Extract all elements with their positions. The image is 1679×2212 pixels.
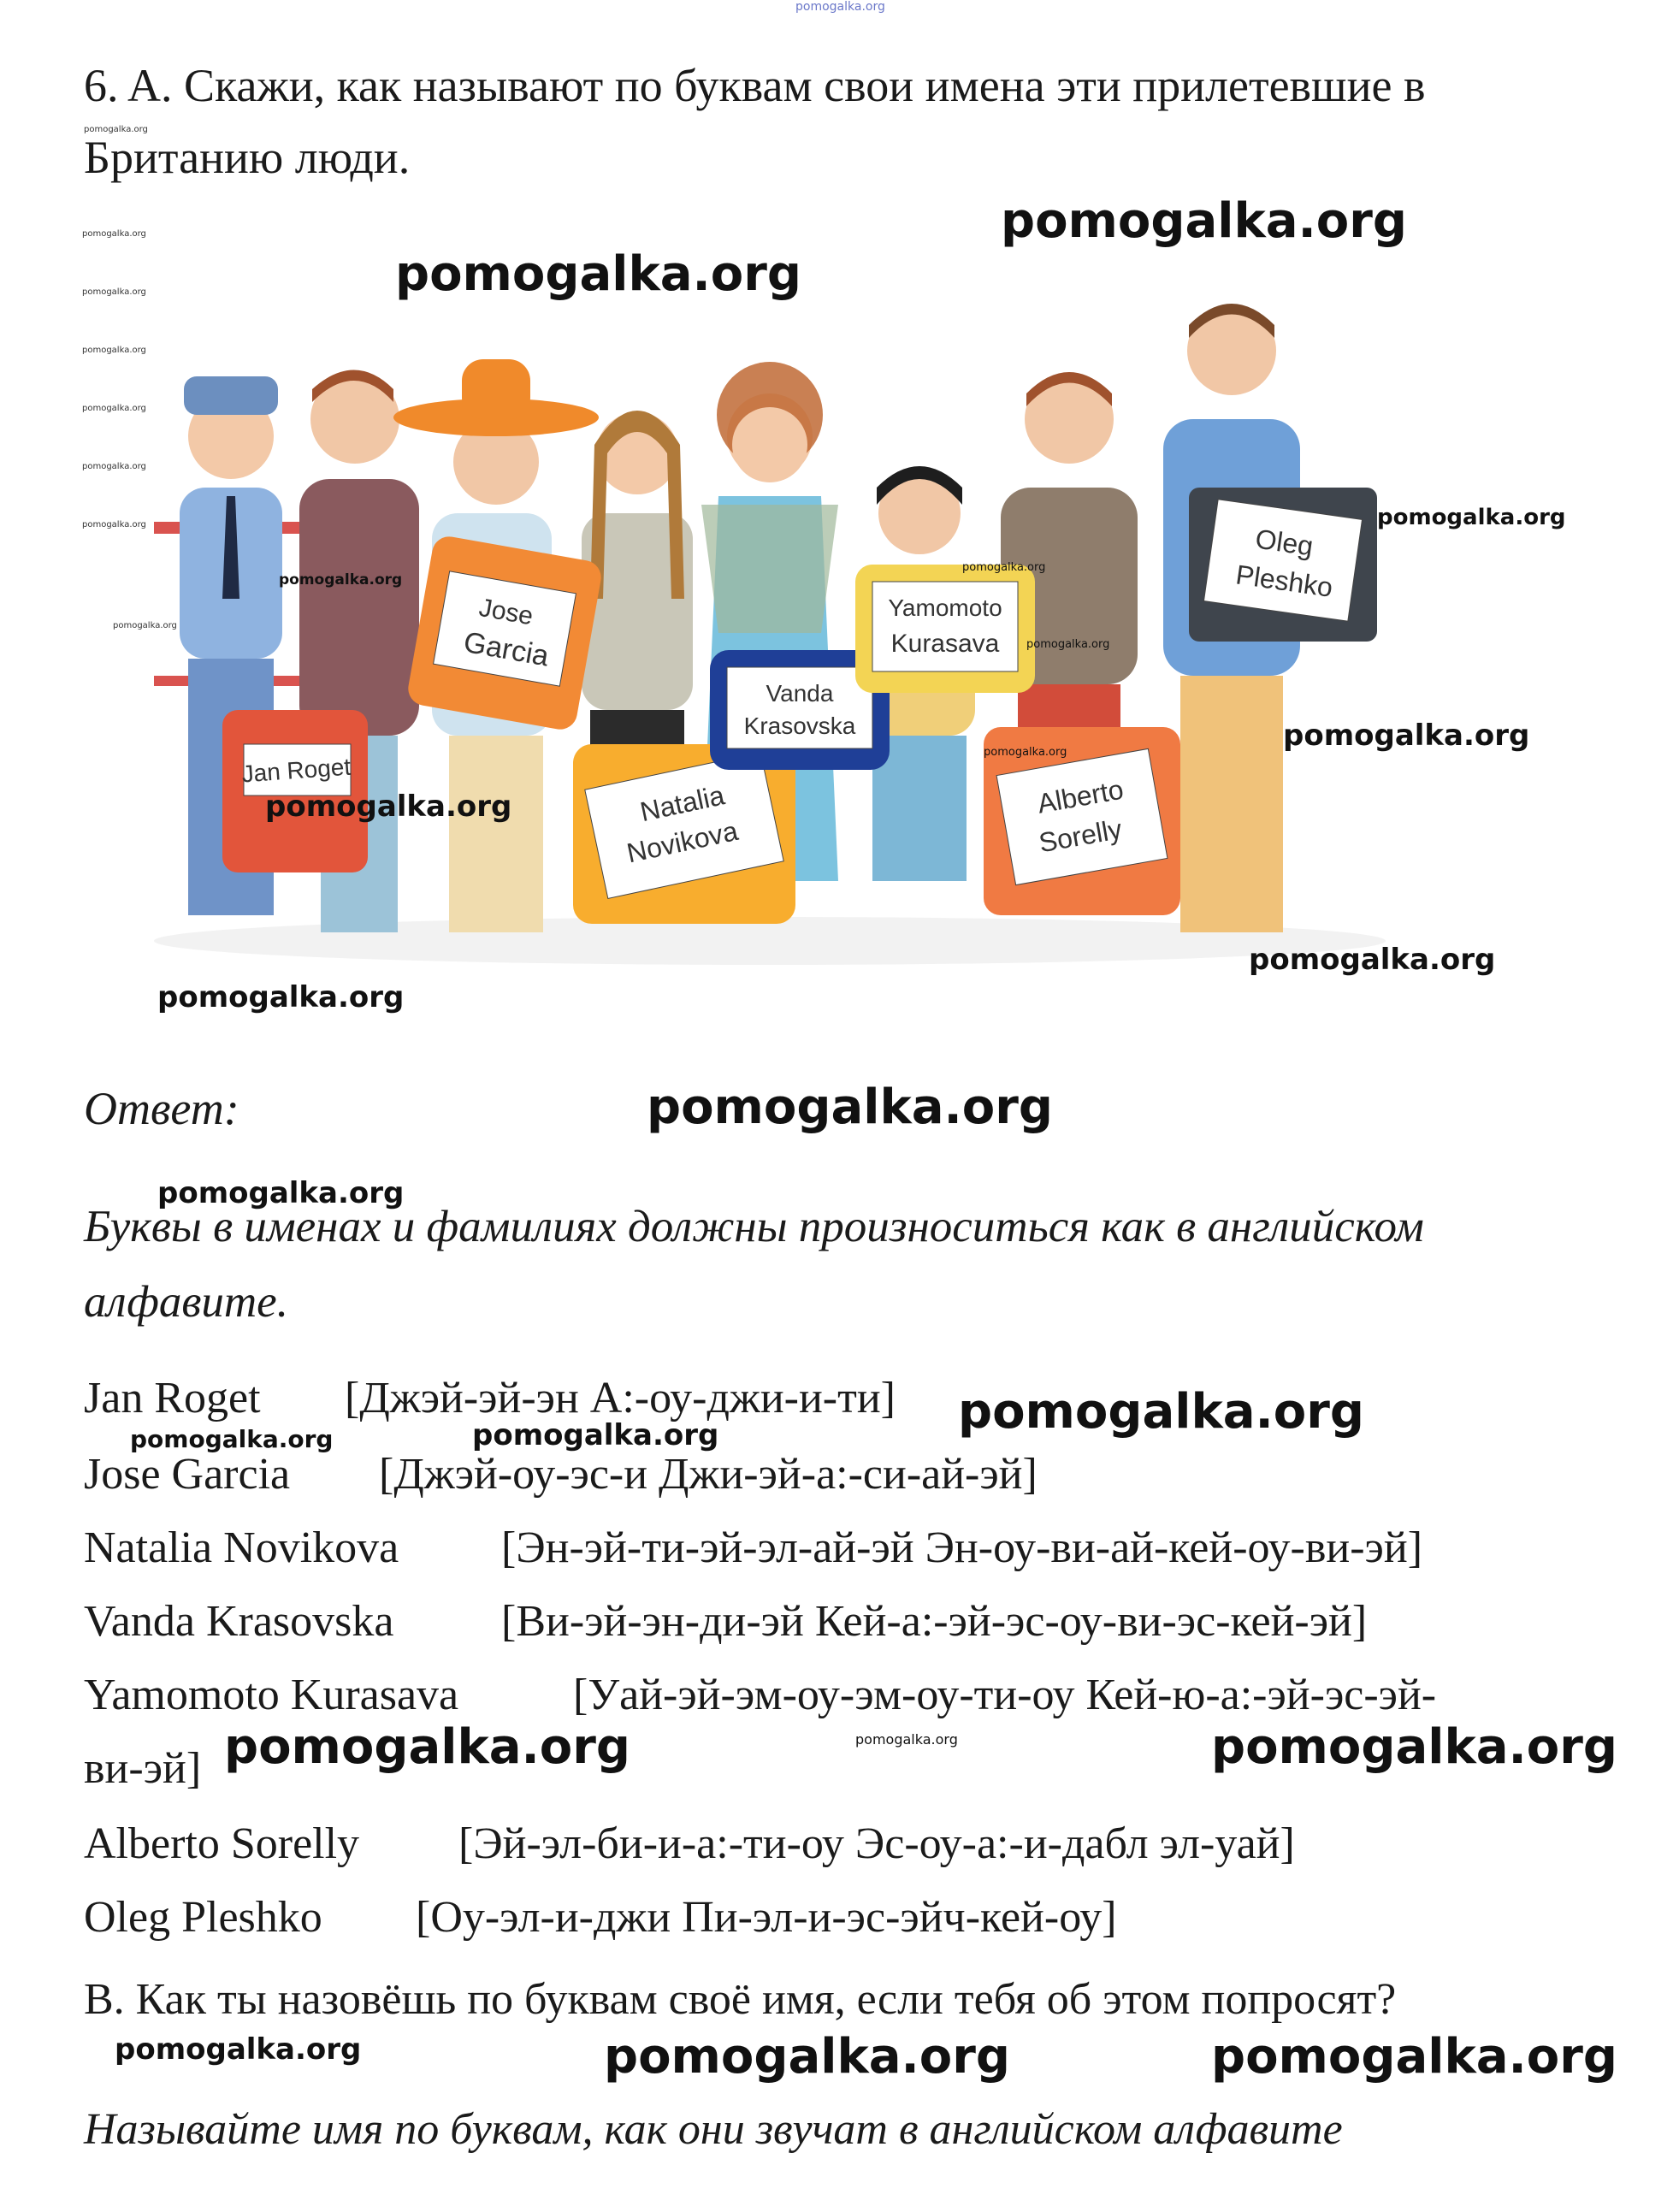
task-heading: 6. A. Скажи, как называют по буквам свои имена эти прилетевшие в Британию люди. xyxy=(84,60,1426,183)
watermark: pomogalka.org xyxy=(115,2032,362,2067)
spelling-row xyxy=(84,1670,1437,1720)
watermark: pomogalka.org xyxy=(279,571,403,588)
watermark: pomogalka.org xyxy=(84,125,148,134)
person-name: Natalia Novikova xyxy=(84,1523,399,1572)
bag-oleg-pleshko xyxy=(1189,488,1377,642)
watermark: pomogalka.org xyxy=(1249,943,1496,977)
svg-text:Krasovska: Krasovska xyxy=(743,713,856,739)
suitcase-natalia-novikova xyxy=(573,744,795,924)
svg-text:Pleshko: Pleshko xyxy=(1233,559,1335,603)
person-name: Oleg Pleshko xyxy=(84,1893,322,1942)
spelling-row xyxy=(84,1373,896,1423)
person-name: Alberto Sorelly xyxy=(84,1819,360,1868)
svg-text:Vanda: Vanda xyxy=(766,680,834,707)
spelling-text: [Эн-эй-ти-эй-эл-ай-эй Эн-оу-ви-ай-кей-оу-ви-эй] xyxy=(501,1523,1423,1572)
svg-text:Oleg: Oleg xyxy=(1253,523,1315,562)
watermark: pomogalka.org xyxy=(1283,719,1530,753)
watermark: pomogalka.org xyxy=(395,246,801,302)
suitcase-yamomoto-kurasava xyxy=(855,565,1035,693)
svg-text:Alberto: Alberto xyxy=(1035,773,1126,819)
watermark: pomogalka.org xyxy=(962,561,1046,574)
spelling-text: [Джэй-оу-эс-и Джи-эй-а:-си-ай-эй] xyxy=(379,1450,1038,1499)
watermark: pomogalka.org xyxy=(82,404,146,413)
spelling-row xyxy=(84,1449,1038,1499)
svg-text:Kurasava: Kurasava xyxy=(890,630,1000,658)
person-name: Jose Garcia xyxy=(84,1450,291,1499)
spelling-text: [Оу-эл-и-джи Пи-эл-и-эс-эйч-кей-оу] xyxy=(416,1893,1117,1942)
svg-text:Natalia: Natalia xyxy=(637,779,728,828)
task-b-question: B. Как ты назовёшь по буквам своё имя, если тебя об этом попросят? xyxy=(84,1975,1397,2024)
watermark: pomogalka.org xyxy=(82,287,146,297)
watermark: pomogalka.org xyxy=(157,980,405,1014)
suitcase-jose-garcia xyxy=(405,534,604,732)
watermark: pomogalka.org xyxy=(1377,505,1566,530)
tag-jan-roget: Jan Roget xyxy=(240,753,352,788)
spelling-row xyxy=(84,1596,1368,1647)
watermark: pomogalka.org xyxy=(1001,193,1407,249)
watermark: pomogalka.org xyxy=(647,1079,1053,1135)
answer-note: Буквы в именах и фамилиях должны произноситься как в английском алфавите. xyxy=(84,1202,1424,1327)
watermark: pomogalka.org xyxy=(958,1384,1364,1440)
spelling-text-continued: ви-эй] xyxy=(84,1744,202,1793)
watermark: pomogalka.org xyxy=(604,2029,1010,2085)
watermark: pomogalka.org xyxy=(472,1418,719,1452)
watermark: pomogalka.org xyxy=(113,621,177,630)
spelling-text: [Ви-эй-эн-ди-эй Кей-а:-эй-эс-оу-ви-эс-кей-эй] xyxy=(501,1597,1368,1646)
person-name: Yamomoto Kurasava xyxy=(84,1671,459,1719)
svg-text:Sorelly: Sorelly xyxy=(1036,813,1125,859)
spelling-row-continued xyxy=(84,1743,201,1794)
travelers-drawing xyxy=(137,231,1403,984)
task-b-answer: Называйте имя по буквам, как они звучат в английском алфавите xyxy=(84,2105,1343,2154)
svg-text:Jose: Jose xyxy=(476,593,535,631)
watermark: pomogalka.org xyxy=(1211,1719,1617,1775)
spelling-row xyxy=(84,1892,1117,1943)
watermark: pomogalka.org xyxy=(82,520,146,529)
watermark: pomogalka.org xyxy=(82,346,146,355)
watermark: pomogalka.org xyxy=(82,462,146,471)
answer-label: Ответ: xyxy=(84,1083,239,1134)
watermark: pomogalka.org xyxy=(157,1176,405,1210)
spelling-text: [Уай-эй-эм-оу-эм-оу-ти-оу Кей-ю-а:-эй-эс-эй- xyxy=(573,1671,1437,1719)
watermark: pomogalka.org xyxy=(984,746,1067,759)
person-name: Jan Roget xyxy=(84,1374,261,1422)
watermark: pomogalka.org xyxy=(82,229,146,239)
header-watermark: pomogalka.org xyxy=(795,0,885,14)
svg-text:Yamomoto: Yamomoto xyxy=(888,594,1002,621)
svg-text:Garcia: Garcia xyxy=(461,625,552,673)
watermark: pomogalka.org xyxy=(265,790,512,824)
watermark: pomogalka.org xyxy=(130,1425,334,1453)
spelling-text: [Эй-эл-би-и-а:-ти-оу Эс-оу-а:-и-дабл эл-уай] xyxy=(458,1819,1295,1868)
spelling-text: [Джэй-эй-эн А:-оу-джи-и-ти] xyxy=(345,1374,896,1422)
spelling-row xyxy=(84,1819,1295,1869)
watermark: pomogalka.org xyxy=(855,1731,958,1748)
watermark: pomogalka.org xyxy=(224,1719,630,1775)
spelling-row xyxy=(84,1523,1423,1573)
illustration xyxy=(137,231,1403,984)
person-name: Vanda Krasovska xyxy=(84,1597,394,1646)
watermark: pomogalka.org xyxy=(1211,2029,1617,2085)
svg-text:Novikova: Novikova xyxy=(624,814,741,869)
watermark: pomogalka.org xyxy=(1026,638,1110,651)
